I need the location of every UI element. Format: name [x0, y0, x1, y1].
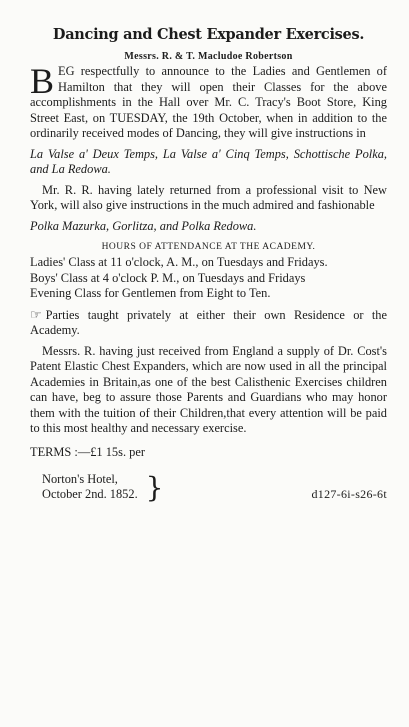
byline: Messrs. R. & T. Macludoe Robertson: [124, 51, 293, 62]
expander-note: Messrs. R. having just received from England a supply of Dr. Cost's Patent Elastic Chest Expanders, which are now used in all the principal Academies in Britain,as one of the best Calisthenic Exercises children can have, beg to assure those Parents and Guardians who may honor them with the tuition of their Children,that every attention will be paid to this most healthy and necessary exercise.: [30, 343, 387, 435]
brace-glyph: }: [145, 471, 164, 504]
intro-paragraph: [30, 61, 387, 142]
footer-address: [30, 472, 138, 502]
hours-evening: Evening Class for Gentlemen from Eight to Ten.: [30, 286, 271, 300]
private-note: [30, 307, 387, 339]
drop-cap: B: [30, 61, 55, 101]
pointing-hand-icon: ☞: [30, 306, 42, 322]
dances-list-1: La Valse a' Deux Temps, La Valse a' Cinq Temps, Schottische Polka, and La Redowa.: [30, 146, 387, 176]
return-note: Mr. R. R. having lately returned from a professional visit to New York, will also give instructions in the much admired and fashionable: [30, 182, 387, 212]
hours-boys: Boys' Class at 4 o'clock P. M., on Tuesdays and Fridays: [30, 270, 306, 285]
intro-text: EG respectfully to announce to the Ladies and Gentlemen of Hamilton that they will open their Classes for the above accomplishments in the Hall over Mr. C. Tracy's Boot Store, King Street East, on TUESDAY, the 19th October, when in addition to the ordinarily received modes of Dancing, they will give instructions in: [30, 64, 387, 140]
hours-ladies: Ladies' Class at 11 o'clock, A. M., on Tuesdays and Fridays.: [30, 255, 328, 269]
footer-code: d127-6i-s26-6t: [311, 487, 387, 501]
footer-date: October 2nd. 1852.: [42, 487, 138, 501]
footer-location: Norton's Hotel,: [42, 472, 118, 486]
footer: [30, 472, 387, 502]
dances-list-2: Polka Mazurka, Gorlitza, and Polka Redowa.: [30, 218, 257, 233]
hours-heading: HOURS OF ATTENDANCE AT THE ACADEMY.: [101, 242, 316, 252]
private-note-text: Parties taught privately at either their own Residence or the Academy.: [30, 307, 387, 337]
headline: Dancing and Chest Expander Exercises.: [52, 26, 365, 43]
terms: TERMS :—£1 15s. per: [30, 444, 145, 459]
